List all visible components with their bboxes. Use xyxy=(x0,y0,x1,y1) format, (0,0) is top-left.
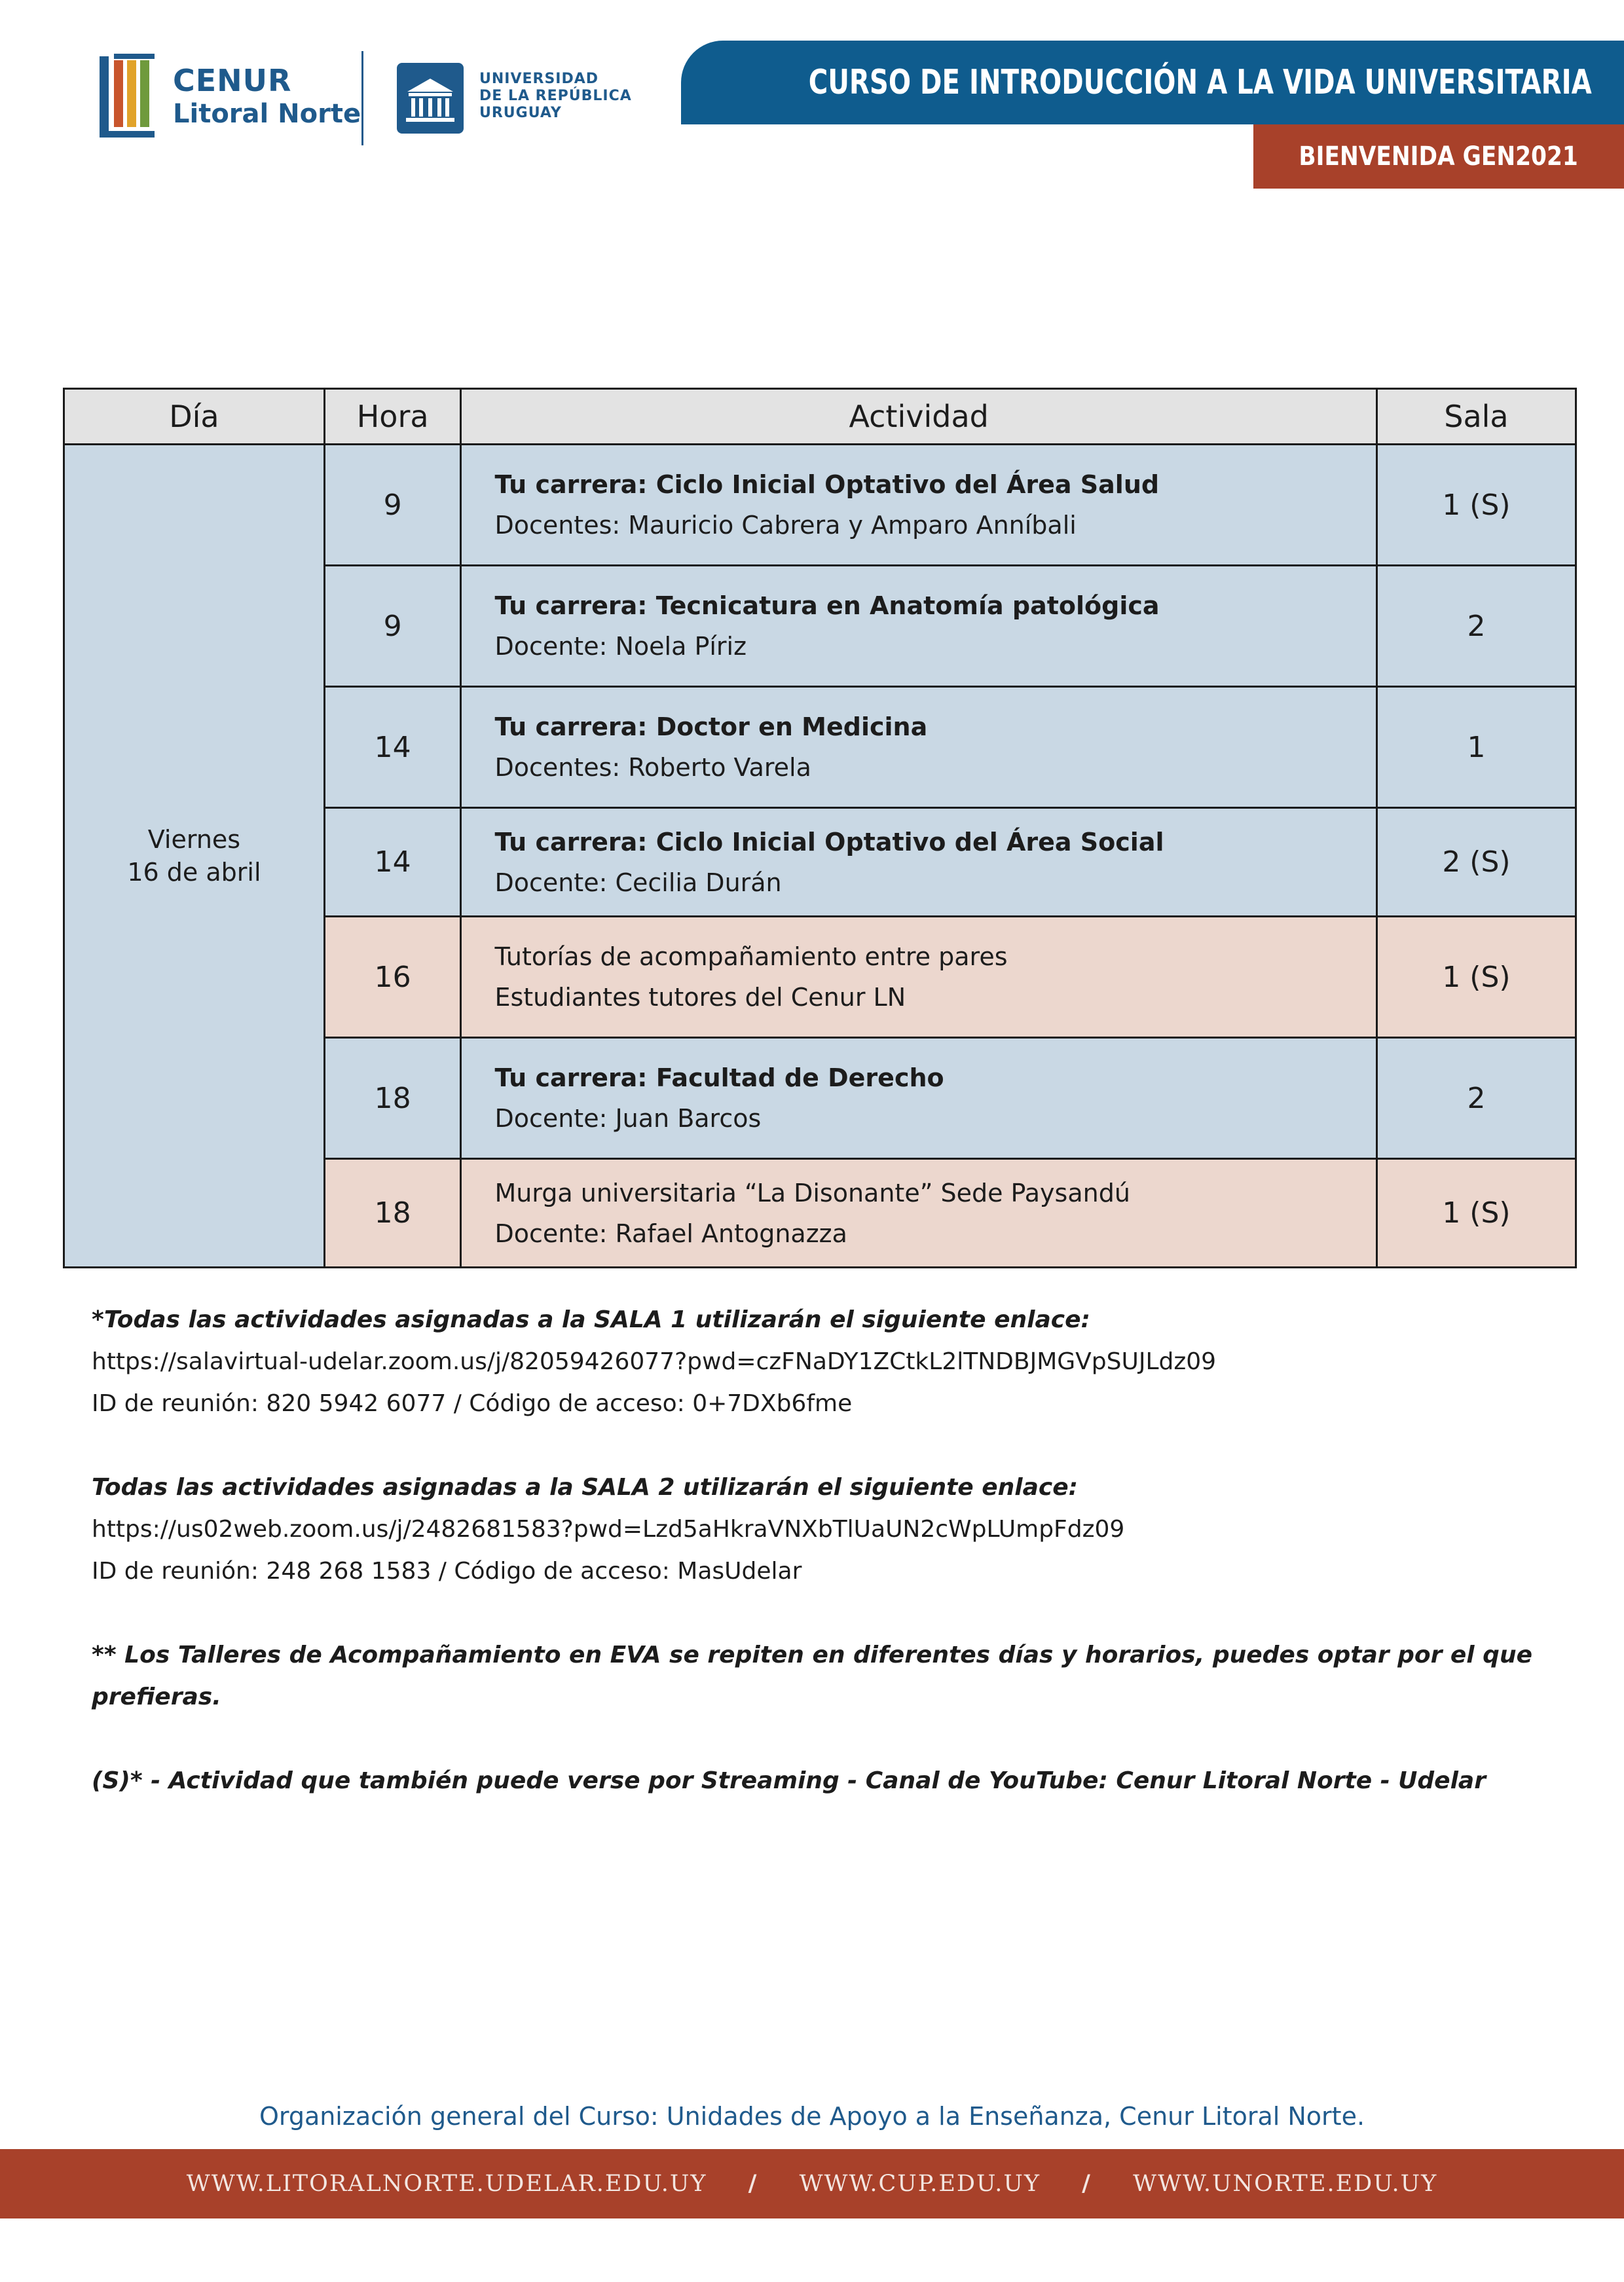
activity-title: Tutorías de acompañamiento entre pares xyxy=(494,942,1008,971)
cenur-region: Litoral Norte xyxy=(173,99,361,129)
sala2-link[interactable]: https://us02web.zoom.us/j/2482681583?pwd=Lzd5aHkraVNXbTlUaUN2cWpLUmpFdz09 xyxy=(92,1516,1125,1543)
sala-cell: 1 (S) xyxy=(1376,917,1576,1038)
day-cell xyxy=(64,445,325,1268)
hora-cell: 9 xyxy=(324,445,461,566)
header-divider xyxy=(361,51,363,145)
actividad-cell xyxy=(461,687,1376,808)
notes-spacer xyxy=(92,1592,1572,1634)
talleres-note: ** Los Talleres de Acompañamiento en EVA se repiten en diferentes días y horarios, puedes optar por el que prefieras. xyxy=(92,1642,1532,1710)
activity-title: Tu carrera: Facultad de Derecho xyxy=(494,1063,944,1092)
sala-cell: 2 (S) xyxy=(1376,808,1576,917)
actividad-cell xyxy=(461,1159,1376,1268)
sala-cell: 1 xyxy=(1376,687,1576,808)
day-date: 16 de abril xyxy=(127,858,261,887)
activity-detail: Estudiantes tutores del Cenur LN xyxy=(494,983,906,1012)
sala1-link[interactable]: https://salavirtual-udelar.zoom.us/j/82059426077?pwd=czFNaDY1ZCtkL2lTNDBJMGVpSUJLdz09 xyxy=(92,1348,1217,1375)
actividad-cell xyxy=(461,917,1376,1038)
course-title-banner xyxy=(681,41,1624,124)
hora-cell: 18 xyxy=(324,1159,461,1268)
udelar-line-1: UNIVERSIDAD xyxy=(479,71,599,87)
table-header-row xyxy=(64,389,1576,445)
hora-cell: 18 xyxy=(324,1038,461,1159)
activity-title: Tu carrera: Doctor en Medicina xyxy=(494,712,928,741)
notes-spacer xyxy=(92,1718,1572,1760)
sala2-meeting-id: ID de reunión: 248 268 1583 / Código de acceso: MasUdelar xyxy=(92,1558,802,1585)
header-actividad: Actividad xyxy=(461,389,1376,445)
udelar-seal-icon xyxy=(397,63,464,134)
actividad-cell xyxy=(461,1038,1376,1159)
activity-title: Tu carrera: Tecnicatura en Anatomía patológica xyxy=(494,591,1160,620)
activity-title: Murga universitaria “La Disonante” Sede Paysandú xyxy=(494,1178,1130,1207)
course-title: CURSO DE INTRODUCCIÓN A LA VIDA UNIVERSITARIA xyxy=(808,63,1592,102)
activity-detail: Docente: Juan Barcos xyxy=(494,1104,762,1133)
sala-cell: 1 (S) xyxy=(1376,1159,1576,1268)
header-sala: Sala xyxy=(1376,389,1576,445)
cenur-name: CENUR xyxy=(173,63,292,98)
hora-cell: 14 xyxy=(324,808,461,917)
header-dia: Día xyxy=(64,389,325,445)
sala1-meeting-id: ID de reunión: 820 5942 6077 / Código de acceso: 0+7DXb6fme xyxy=(92,1390,853,1417)
organization-credit: Organización general del Curso: Unidades de Apoyo a la Enseñanza, Cenur Litoral Norte. xyxy=(259,2102,1365,2131)
day-weekday: Viernes xyxy=(147,825,241,854)
notes-section xyxy=(92,1299,1572,1802)
hora-cell: 14 xyxy=(324,687,461,808)
table-row xyxy=(64,445,1576,566)
activity-detail: Docentes: Mauricio Cabrera y Amparo Anníbali xyxy=(494,511,1077,540)
actividad-cell xyxy=(461,808,1376,917)
sala2-heading: Todas las actividades asignadas a la SALA 2 utilizarán el siguiente enlace: xyxy=(92,1474,1079,1501)
hora-cell: 9 xyxy=(324,566,461,687)
activity-detail: Docente: Cecilia Durán xyxy=(494,868,782,897)
activity-title: Tu carrera: Ciclo Inicial Optativo del Área Salud xyxy=(494,470,1160,499)
sala1-heading: *Todas las actividades asignadas a la SALA 1 utilizarán el siguiente enlace: xyxy=(92,1306,1090,1333)
activity-detail: Docente: Rafael Antognazza xyxy=(494,1219,847,1248)
footer-link-unorte[interactable]: WWW.UNORTE.EDU.UY xyxy=(1133,2171,1438,2197)
header-hora: Hora xyxy=(324,389,461,445)
sala-cell: 2 xyxy=(1376,566,1576,687)
footer-link-litoralnorte[interactable]: WWW.LITORALNORTE.UDELAR.EDU.UY xyxy=(186,2171,707,2197)
streaming-note: (S)* - Actividad que también puede verse por Streaming - Canal de YouTube: Cenur Litoral Norte - Udelar xyxy=(92,1767,1486,1794)
activity-detail: Docente: Noela Píriz xyxy=(494,632,747,661)
actividad-cell xyxy=(461,566,1376,687)
notes-spacer xyxy=(92,1425,1572,1467)
cenur-logo xyxy=(100,54,158,140)
cenur-wordmark xyxy=(173,63,361,130)
footer-link-cup[interactable]: WWW.CUP.EDU.UY xyxy=(799,2171,1041,2197)
activity-title: Tu carrera: Ciclo Inicial Optativo del Área Social xyxy=(494,827,1164,856)
udelar-line-3: URUGUAY xyxy=(479,105,562,121)
footer-separator: / xyxy=(1082,2171,1092,2197)
udelar-wordmark xyxy=(479,71,632,122)
footer-separator: / xyxy=(748,2171,758,2197)
activity-detail: Docentes: Roberto Varela xyxy=(494,753,811,782)
udelar-line-2: DE LA REPÚBLICA xyxy=(479,88,632,104)
sala-cell: 1 (S) xyxy=(1376,445,1576,566)
schedule-table xyxy=(63,388,1577,1268)
hora-cell: 16 xyxy=(324,917,461,1038)
actividad-cell xyxy=(461,445,1376,566)
subtitle: BIENVENIDA GEN2021 xyxy=(1299,141,1578,172)
footer-links-bar xyxy=(0,2149,1624,2218)
subtitle-banner xyxy=(1253,124,1624,189)
sala-cell: 2 xyxy=(1376,1038,1576,1159)
